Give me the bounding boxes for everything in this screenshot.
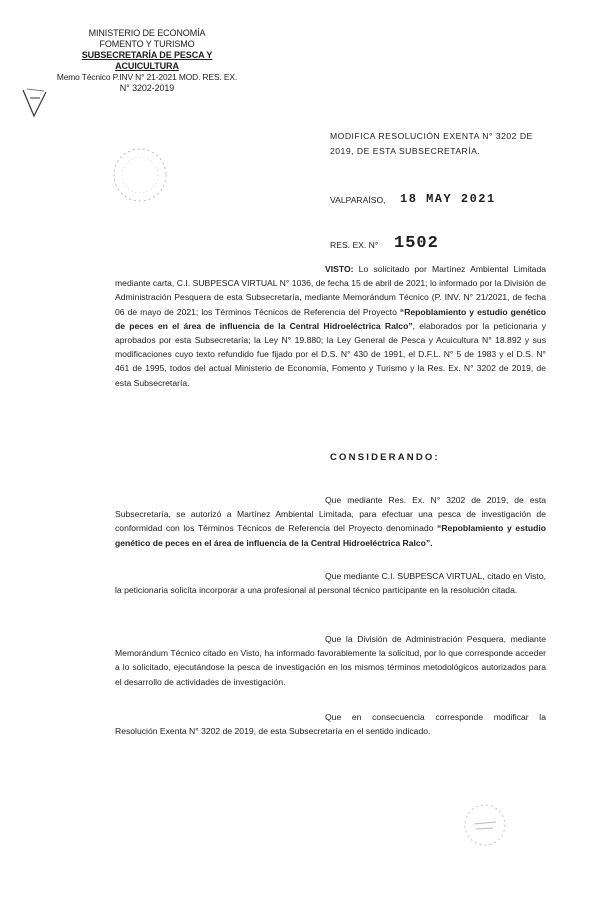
considerando-paragraph-2 bbox=[115, 569, 546, 597]
visto-label: VISTO: bbox=[325, 264, 354, 274]
resolution-subject bbox=[330, 131, 550, 157]
visto-text-2: Limitada mediante carta, C.I. SUBPESCA VIRTUAL N° 1036, de fecha 15 de abril de 2021; lo informado por la División de Administración Pesquera de esta Subsecretaría, mediante Memorándum Técnico (P. INV. N° 21/2021, de fecha 06 de mayo de 2021; los Términos Técnicos de Referencia del Proyecto bbox=[115, 264, 546, 317]
visto-project-title: “Repoblamiento y estudio genético de peces en el área de influencia de la Central Hidroeléctrica Ralco” bbox=[115, 306, 547, 331]
memo-reference: Memo Técnico P.INV N° 21-2021 MOD. RES. EX. bbox=[56, 72, 238, 82]
considerando-paragraph-4 bbox=[115, 710, 546, 738]
considerando-p3-text: Que la División de Administración Pesquera, mediante Memorándum Técnico citado en Visto, ha informado favorablemente la solicitud, por lo que corresponde acceder a lo solicitado, ejecutándose la pesca de investigación en los mismos términos metodológicos autorizados para el desarrollo de actividades de investigación. bbox=[115, 634, 546, 687]
subject-line-2: 2019, DE ESTA SUBSECRETARÍA. bbox=[330, 146, 481, 156]
place-label: VALPARAÍSO, bbox=[330, 195, 386, 205]
considerando-paragraph-3 bbox=[115, 632, 546, 689]
official-seal bbox=[110, 145, 170, 205]
visto-section bbox=[115, 262, 546, 390]
letterhead bbox=[52, 28, 242, 94]
considerando-paragraph-1 bbox=[115, 493, 546, 550]
considerando-heading: CONSIDERANDO: bbox=[330, 452, 440, 463]
subject-line-1: MODIFICA RESOLUCIÓN EXENTA N° 3202 DE bbox=[330, 131, 533, 141]
resolution-number: 1502 bbox=[394, 234, 439, 253]
considerando-p4-text: Que en consecuencia corresponde modificar la Resolución Exenta N° 3202 de 2019, de esta Subsecretaría en el sentido indicado. bbox=[115, 712, 546, 737]
faint-stamp bbox=[460, 800, 510, 850]
ministry-name: MINISTERIO DE ECONOMÍA bbox=[88, 28, 206, 38]
resolution-number-label: RES. EX. N° bbox=[330, 240, 379, 250]
visto-text-1: Lo solicitado por Martínez Ambiental bbox=[358, 264, 509, 274]
memo-reference-number: N° 3202-2019 bbox=[119, 83, 175, 93]
considerando-p1-text: Que mediante Res. Ex. N° 3202 de 2019, de esta Subsecretaría, se autorizó a Martínez Ambiental Limitada, para efectuar una pesca de investigación de conformidad con los Términos Técnicos de Referencia del Proyecto denominado bbox=[115, 495, 546, 534]
date-stamp: 18 MAY 2021 bbox=[400, 192, 496, 206]
considerando-p1-title: “Repoblamiento y estudio genético de peces en el área de influencia de la Central Hidroeléctrica Ralco”. bbox=[115, 523, 546, 548]
handwritten-mark bbox=[20, 86, 50, 120]
ministry-name-2: FOMENTO Y TURISMO bbox=[99, 39, 195, 49]
visto-text-3: , elaborados por la peticionaria y aprobados por esta Subsecretaría; la Ley N° 19.880; la Ley General de Pesca y Acuicultura N° 18.892 y sus modificaciones cuyo texto refundido fue fijado por el D.S. N° 430 de 1991, el D.F.L. N° 5 de 1983 y el D.S. N° 461 de 1995, todos del actual Ministerio de Economía, Fomento y Turismo y la Res. Ex. N° 3202 de 2019, de esta Subsecretaría. bbox=[115, 320, 546, 388]
undersecretariat-name: SUBSECRETARÍA DE PESCA Y ACUICULTURA bbox=[81, 50, 213, 71]
considerando-p2-text: Que mediante C.I. SUBPESCA VIRTUAL, citado en Visto, la peticionaria solicita incorporar a una profesional al personal técnico participante en la resolución citada. bbox=[115, 571, 546, 596]
